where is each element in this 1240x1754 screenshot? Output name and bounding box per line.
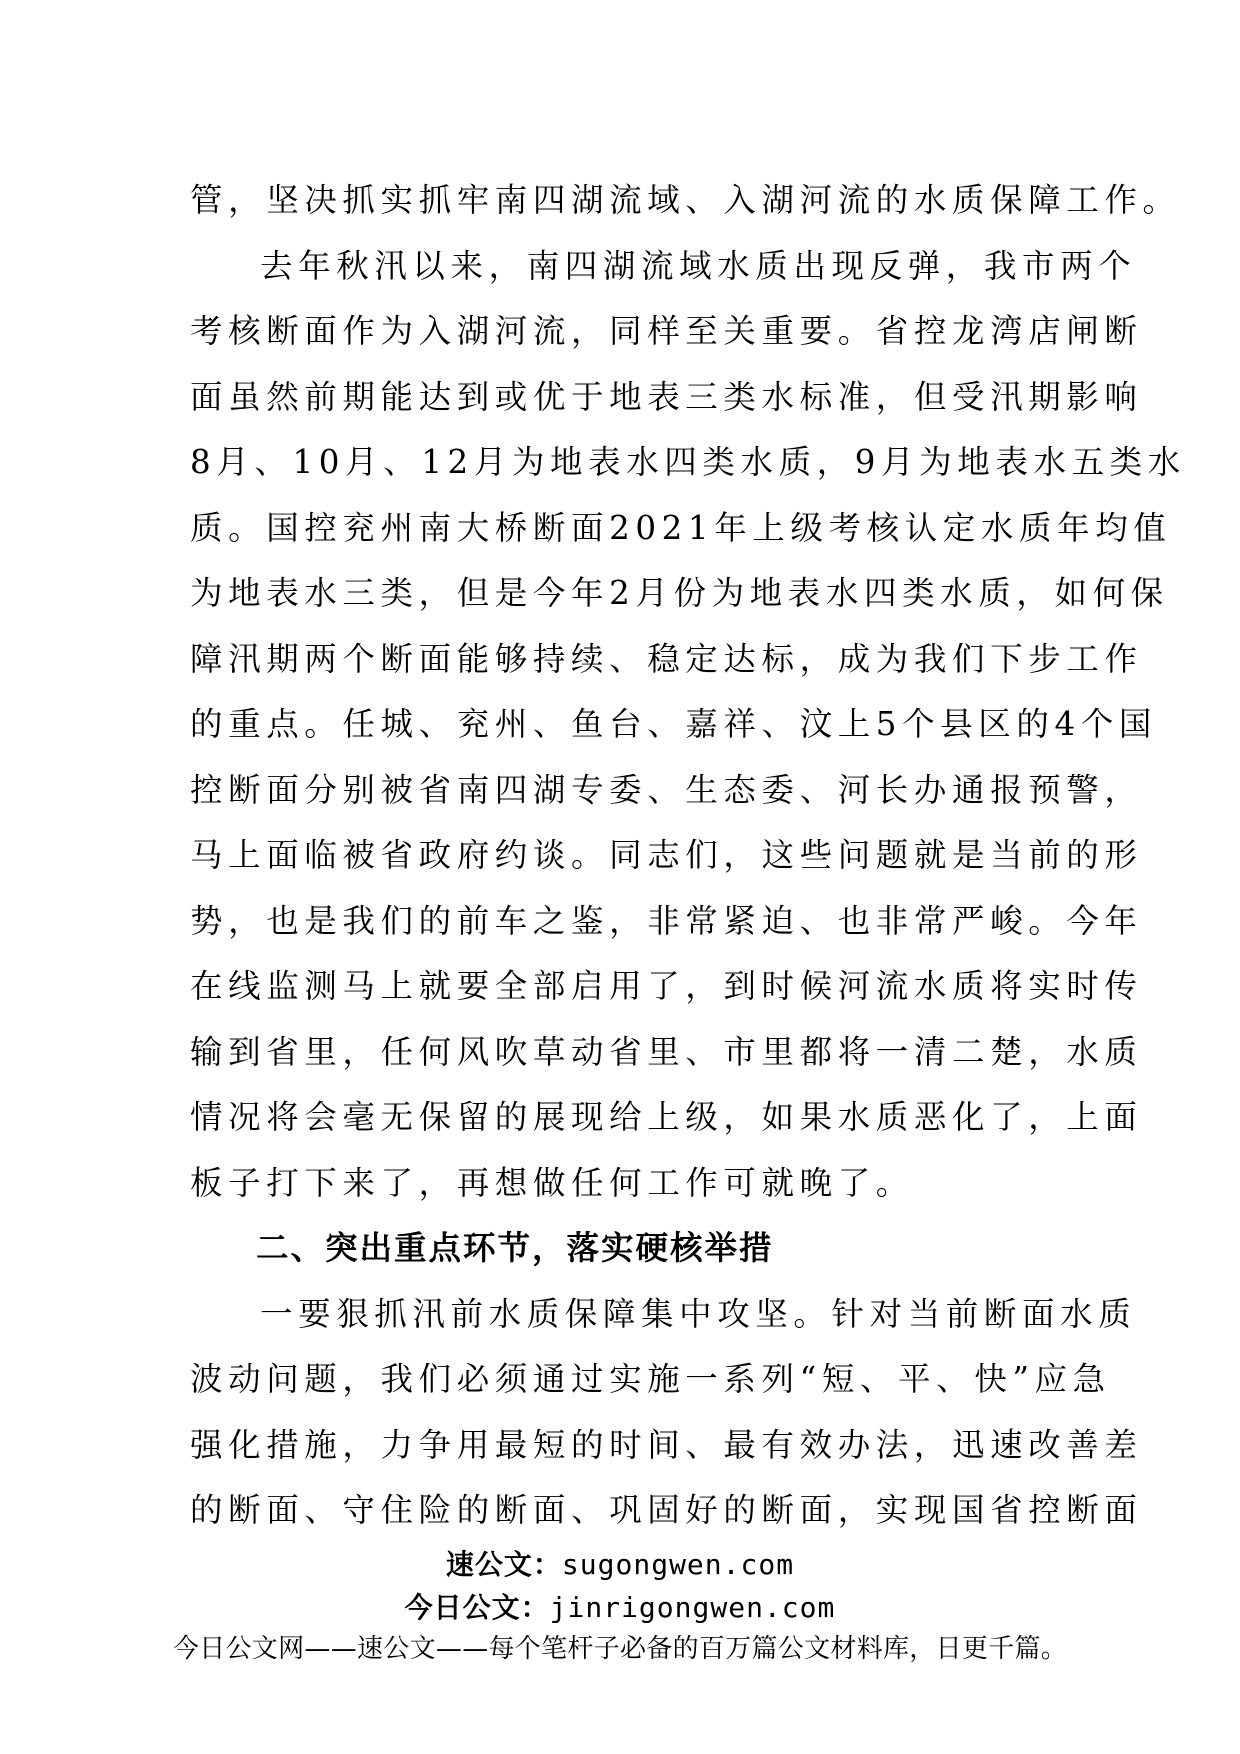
section-heading: 二、突出重点环节，落实硬核举措 <box>256 1229 774 1267</box>
paragraph-line: 波动问题，我们必须通过实施一系列“短、平、快”应急 <box>190 1360 1111 1398</box>
paragraph-line: 考核断面作为入湖河流，同样至关重要。省控龙湾店闸断 <box>190 312 1143 350</box>
footer-sugongwen-label: 速公文： <box>445 1548 562 1581</box>
footer-jinrigongwen-label: 今日公文： <box>404 1591 550 1624</box>
paragraph-line: 障汛期两个断面能够持续、稳定达标，成为我们下步工作 <box>190 639 1143 678</box>
paragraph-line: 管，坚决抓实抓牢南四湖流域、入湖河流的水质保障工作。 <box>190 181 1181 219</box>
paragraph-line: 马上面临被省政府约谈。同志们，这些问题就是当前的形 <box>190 836 1143 874</box>
paragraph-line: 去年秋汛以来，南四湖流域水质出现反弹，我市两个 <box>260 246 1137 285</box>
paragraph-line: 的断面、守住险的断面、巩固好的断面，实现国省控断面 <box>190 1491 1143 1529</box>
footer-jinrigongwen-link[interactable]: jinrigongwen.com <box>549 1591 836 1624</box>
footer-jinrigongwen <box>0 1586 1240 1626</box>
paragraph-line: 控断面分别被省南四湖专委、生态委、河长办通报预警， <box>190 770 1143 809</box>
paragraph-line: 为地表水三类，但是今年2月份为地表水四类水质，如何保 <box>190 574 1169 612</box>
paragraph-line: 在线监测马上就要全部启用了，到时候河流水质将实时传 <box>190 967 1143 1005</box>
paragraph-line: 面虽然前期能达到或优于地表三类水标准，但受汛期影响 <box>190 377 1143 416</box>
paragraph-line: 情况将会毫无保留的展现给上级，如果水质恶化了，上面 <box>190 1098 1143 1136</box>
footer-sugongwen <box>0 1543 1240 1583</box>
document-body <box>190 168 1186 1544</box>
paragraph-line: 输到省里，任何风吹草动省里、市里都将一清二楚，水质 <box>190 1032 1143 1071</box>
paragraph-line: 质。国控兖州南大桥断面2021年上级考核认定水质年均值 <box>190 508 1172 547</box>
paragraph-line: 一要狠抓汛前水质保障集中攻坚。针对当前断面水质 <box>260 1294 1137 1333</box>
paragraph-line: 板子打下来了，再想做任何工作可就晚了。 <box>190 1163 914 1202</box>
paragraph-line: 强化措施，力争用最短的时间、最有效办法，迅速改善差 <box>190 1425 1143 1464</box>
paragraph-line: 8月、10月、12月为地表水四类水质，9月为地表水五类水 <box>190 443 1186 481</box>
footer-sugongwen-link[interactable]: sugongwen.com <box>561 1548 795 1581</box>
paragraph-line: 势，也是我们的前车之鉴，非常紧迫、也非常严峻。今年 <box>190 901 1143 940</box>
paragraph-line: 的重点。任城、兖州、鱼台、嘉祥、汶上5个县区的4个国 <box>190 705 1157 743</box>
footer-tagline: 今日公文网——速公文——每个笔杆子必备的百万篇公文材料库，日更千篇。 <box>172 1634 1068 1664</box>
